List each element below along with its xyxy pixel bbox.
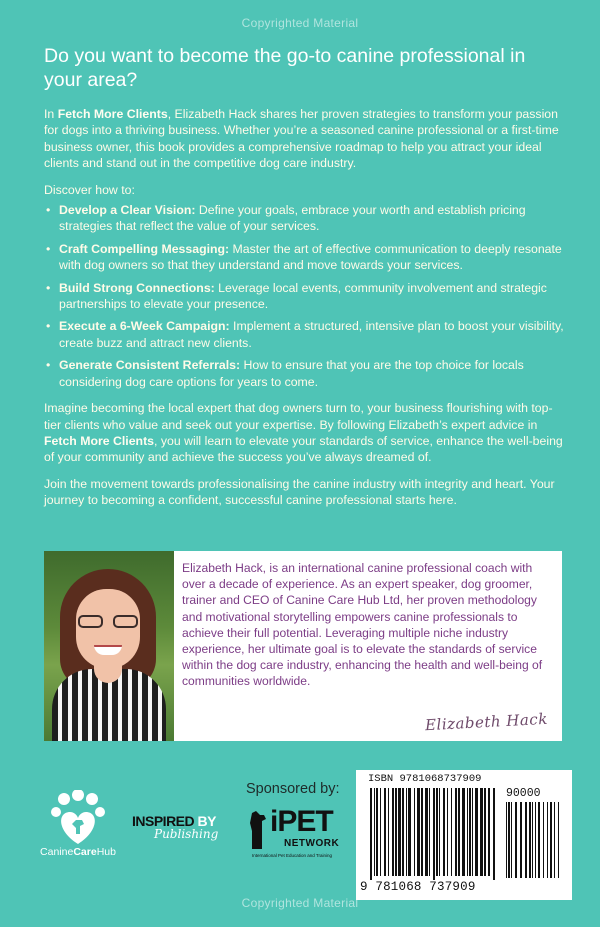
barcode-bar bbox=[451, 788, 452, 876]
barcode-bar bbox=[374, 788, 375, 876]
author-bio-text: Elizabeth Hack, is an international canine professional coach with over a decade of experience. As an expert speaker, dog groomer, trainer and CEO of Canine Care Hub Ltd, her proven methodology and motivational storytelling empowers canine professionals to achieve their full potential. Leveraging multiple niche industry experience, her ultimate goal is to elevate the standards of service within the dog care industry, enhancing the health and well-being of communities worldwide. bbox=[182, 561, 543, 689]
barcode-bar bbox=[380, 788, 381, 876]
ipet-network-logo bbox=[244, 803, 340, 863]
barcode-addon-bar bbox=[532, 802, 533, 878]
author-signature: Elizabeth Hack bbox=[424, 709, 549, 735]
barcode-bar bbox=[392, 788, 394, 876]
inspired-by-publishing-logo bbox=[132, 813, 236, 853]
copyright-watermark-top: Copyrighted Material bbox=[241, 16, 359, 30]
barcode-bar bbox=[402, 788, 404, 876]
barcode-addon-bar bbox=[529, 802, 531, 878]
barcode-addon-bar bbox=[550, 802, 552, 878]
barcode-bar bbox=[388, 788, 389, 876]
discover-heading: Discover how to: bbox=[44, 182, 135, 197]
barcode-bar bbox=[458, 788, 460, 876]
barcode-bar bbox=[429, 788, 430, 876]
barcode-addon-bar bbox=[547, 802, 548, 878]
bullet-text: Master the art of effective communication to deeply resonate with dog owners so that they understand and move towards your services. bbox=[59, 241, 562, 273]
barcode-bar bbox=[439, 788, 440, 876]
barcode-addon-bar bbox=[538, 802, 540, 878]
barcode-bar bbox=[408, 788, 411, 876]
by-word: BY bbox=[197, 813, 216, 829]
barcode-bar bbox=[376, 788, 378, 876]
bullet-text: How to ensure that you are the top choice for locals considering dog care options for years to come. bbox=[59, 358, 524, 389]
barcode-bar bbox=[414, 788, 415, 876]
bullet-item bbox=[44, 280, 564, 313]
bullet-text: Leverage local events, community involvement and strategic partnerships to elevate your presence. bbox=[59, 280, 547, 312]
headline: Do you want to become the go-to canine professional in your area? bbox=[44, 45, 526, 91]
bullet-title: Generate Consistent Referrals: bbox=[59, 358, 241, 373]
barcode-bar bbox=[370, 788, 372, 880]
back-cover-text bbox=[44, 44, 564, 519]
bullet-text: Define your goals, embrace your worth and establish pricing strategies that reflect the value of your services. bbox=[59, 203, 526, 234]
bullet-text: Implement a structured, intensive plan to boost your visibility, create buzz and attract new clients. bbox=[59, 319, 564, 350]
bullet-item bbox=[44, 202, 564, 235]
bullet-title: Execute a 6-Week Campaign: bbox=[59, 319, 230, 334]
barcode-addon-bar bbox=[511, 802, 512, 878]
ipet-wordmark: iPET bbox=[270, 805, 333, 838]
bullet-item bbox=[44, 241, 564, 274]
canine-care-hub-wordmark: CanineCareHub bbox=[40, 846, 116, 858]
barcode-addon-bar bbox=[508, 802, 510, 878]
dog-silhouette-icon bbox=[246, 809, 270, 851]
inspired-word: INSPIRED bbox=[132, 813, 195, 829]
imagine-after: , you will learn to elevate your standards of service, enhance the well-being of your community and achieve the success you’ve always dreamed of. bbox=[44, 433, 563, 465]
barcode-addon-bar bbox=[543, 802, 544, 878]
barcode-bar bbox=[421, 788, 423, 876]
isbn-barcode bbox=[356, 770, 572, 900]
paw-heart-icon bbox=[38, 790, 118, 846]
bullet-item bbox=[44, 318, 564, 351]
barcode-bar bbox=[480, 788, 483, 876]
barcode-bar bbox=[398, 788, 401, 876]
barcode-bar bbox=[447, 788, 448, 876]
imagine-before: Imagine becoming the local expert that dog owners turn to, your business flourishing with top-tier clients who value and seek out your expertise. By following Elizabeth’s expert advice in bbox=[44, 401, 553, 432]
barcode-bar bbox=[472, 788, 473, 876]
price-code: 90000 bbox=[506, 787, 541, 800]
barcode-bar bbox=[436, 788, 438, 876]
barcode-bar bbox=[467, 788, 468, 876]
barcode-addon-bar bbox=[525, 802, 527, 878]
barcode-bar bbox=[433, 788, 435, 880]
barcode-bar bbox=[462, 788, 465, 876]
barcode-addon-bar bbox=[520, 802, 522, 878]
barcode-bar bbox=[425, 788, 428, 876]
barcode-bar bbox=[443, 788, 445, 876]
barcode-addon-bar bbox=[558, 802, 559, 878]
intro-book-title: Fetch More Clients bbox=[57, 107, 168, 121]
barcode-bar bbox=[395, 788, 397, 876]
intro-text: , Elizabeth Hack shares her proven strategies to transform your passion for dogs into a thriving business. Whether you’re a seasoned canine professional or a first-time business owner, this book provides a comprehensive roadmap to help you attract your ideal clients and stand out in the competitive dog care industry. bbox=[44, 107, 559, 171]
barcode-bar bbox=[384, 788, 386, 876]
isbn-label: ISBN 9781068737909 bbox=[368, 773, 482, 785]
bullet-title: Craft Compelling Messaging: bbox=[59, 241, 230, 256]
barcode-addon-bar bbox=[554, 802, 555, 878]
intro-paragraph bbox=[44, 106, 564, 172]
author-bio-box bbox=[44, 551, 562, 741]
barcode-bar bbox=[417, 788, 420, 876]
intro-prefix: In bbox=[44, 107, 58, 121]
barcode-addon-bar bbox=[506, 802, 507, 878]
barcode-bar bbox=[475, 788, 478, 876]
ipet-tagline: International Pet Education and Training bbox=[251, 853, 333, 858]
bullet-title: Develop a Clear Vision: bbox=[59, 203, 196, 218]
barcode-bar bbox=[455, 788, 457, 876]
bullet-item bbox=[44, 357, 564, 390]
barcode-bar bbox=[488, 788, 490, 876]
bullet-list bbox=[44, 202, 564, 390]
barcode-bar bbox=[469, 788, 471, 876]
barcode-bar bbox=[484, 788, 486, 876]
copyright-watermark-bottom: Copyrighted Material bbox=[241, 896, 359, 910]
sponsored-label: Sponsored by: bbox=[246, 781, 340, 797]
barcode-bar bbox=[493, 788, 495, 880]
imagine-book-title: Fetch More Clients bbox=[44, 433, 155, 448]
imagine-paragraph bbox=[44, 400, 564, 466]
network-wordmark: NETWORK bbox=[284, 838, 340, 849]
barcode-bar bbox=[406, 788, 407, 876]
barcode-digits: 9 781068 737909 bbox=[360, 880, 476, 894]
bullet-title: Build Strong Connections: bbox=[59, 280, 215, 295]
publishing-word: Publishing bbox=[154, 827, 219, 841]
canine-care-hub-logo bbox=[38, 790, 118, 864]
closing-paragraph: Join the movement towards professionalising the canine industry with integrity and heart. Your journey to becoming a confident, successful canine professional starts here. bbox=[44, 476, 555, 508]
author-photo bbox=[44, 551, 174, 741]
barcode-addon-bar bbox=[535, 802, 536, 878]
barcode-addon-bar bbox=[515, 802, 517, 878]
